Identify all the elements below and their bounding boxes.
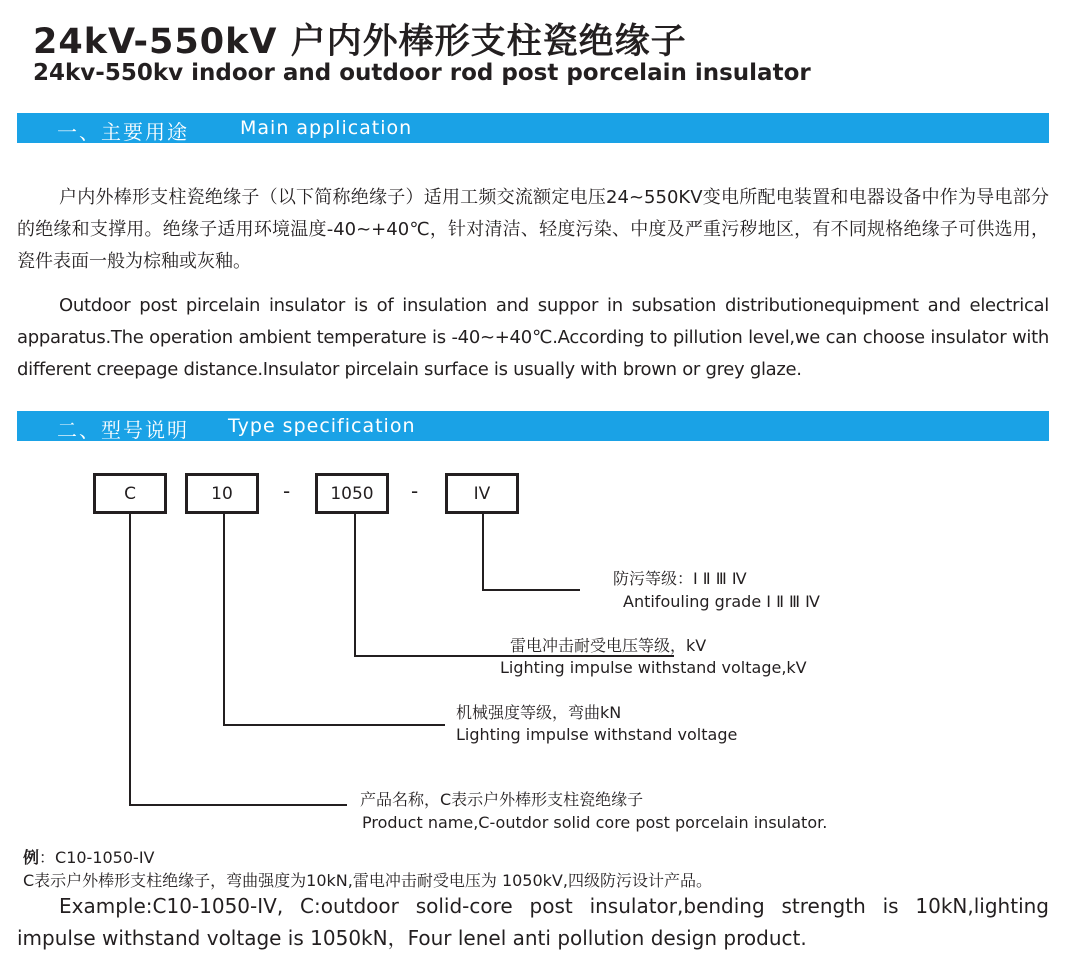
label-strength-cn: 机械强度等级，弯曲kN bbox=[456, 703, 622, 722]
application-paragraph-en: Outdoor post pircelain insulator is of insulation and suppor in subsation distributionequipment and electrical apparatus.The operation ambient temperature is -40~+40℃.According to pillution level,we can choose insulator with different creepage distance.Insulator pircelain surface is usually with brown or grey glaze. bbox=[17, 295, 1049, 380]
example-label: 例 bbox=[23, 848, 40, 867]
example-description-en: Example:C10-1050-IV, C:outdoor solid-core post insulator,bending strength is 10kN,lighting impulse withstand voltage is 1050kN，Four lenel anti pollution design product. bbox=[17, 894, 1049, 950]
label-pollution-cn: 防污等级：Ⅰ Ⅱ Ⅲ Ⅳ bbox=[613, 569, 747, 588]
application-paragraph-cn: 户内外棒形支柱瓷绝缘子（以下简称绝缘子）适用工频交流额定电压24~550KV变电所配电装置和电器设备中作为导电部分的绝缘和支撑用。绝缘子适用环境温度-40~+40℃，针对清洁、轻度污染、中度及严重污秽地区，有不同规格绝缘子可供选用，瓷件表面一般为棕釉或灰釉。 bbox=[17, 187, 1049, 272]
leader-line-pollution bbox=[482, 514, 484, 591]
label-voltage-en: Lighting impulse withstand voltage,kV bbox=[500, 658, 807, 677]
label-product-en: Product name,C-outdor solid core post porcelain insulator. bbox=[362, 813, 828, 832]
leader-line-strength bbox=[223, 514, 225, 726]
section-header-application bbox=[17, 113, 1049, 143]
example-description-cn: C表示户外棒形支柱绝缘子，弯曲强度为10kN,雷电冲击耐受电压为 1050kV,四级防污设计产品。 bbox=[23, 871, 712, 890]
leader-line-product bbox=[129, 514, 131, 806]
leader-line-product bbox=[129, 804, 347, 806]
label-voltage-cn: 雷电冲击耐受电压等级，kV bbox=[510, 636, 707, 655]
section-title-cn: 二、型号说明 bbox=[57, 418, 189, 442]
label-pollution-en: Antifouling grade Ⅰ Ⅱ Ⅲ Ⅳ bbox=[623, 592, 820, 611]
leader-line-voltage bbox=[354, 514, 356, 657]
code-box-voltage: 1050 bbox=[315, 473, 389, 514]
section-header-type bbox=[17, 411, 1049, 441]
example-heading bbox=[23, 845, 154, 868]
section-title-cn: 一、主要用途 bbox=[57, 120, 189, 144]
code-box-strength: 10 bbox=[185, 473, 259, 514]
code-box-pollution: IV bbox=[445, 473, 519, 514]
code-dash: - bbox=[283, 479, 291, 503]
code-box-product: C bbox=[93, 473, 167, 514]
page-title-en: 24kv-550kv indoor and outdoor rod post porcelain insulator bbox=[33, 60, 811, 86]
section-title-en: Type specification bbox=[228, 415, 416, 437]
code-dash: - bbox=[411, 479, 419, 503]
label-product-cn: 产品名称，C表示户外棒形支柱瓷绝缘子 bbox=[360, 790, 644, 809]
example-code: ：C10-1050-IV bbox=[39, 848, 155, 867]
label-strength-en: Lighting impulse withstand voltage bbox=[456, 725, 738, 744]
leader-line-pollution bbox=[482, 589, 580, 591]
leader-line-strength bbox=[223, 724, 445, 726]
section-title-en: Main application bbox=[240, 117, 413, 139]
page-title-cn: 24kV-550kV 户内外棒形支柱瓷绝缘子 bbox=[33, 22, 687, 62]
